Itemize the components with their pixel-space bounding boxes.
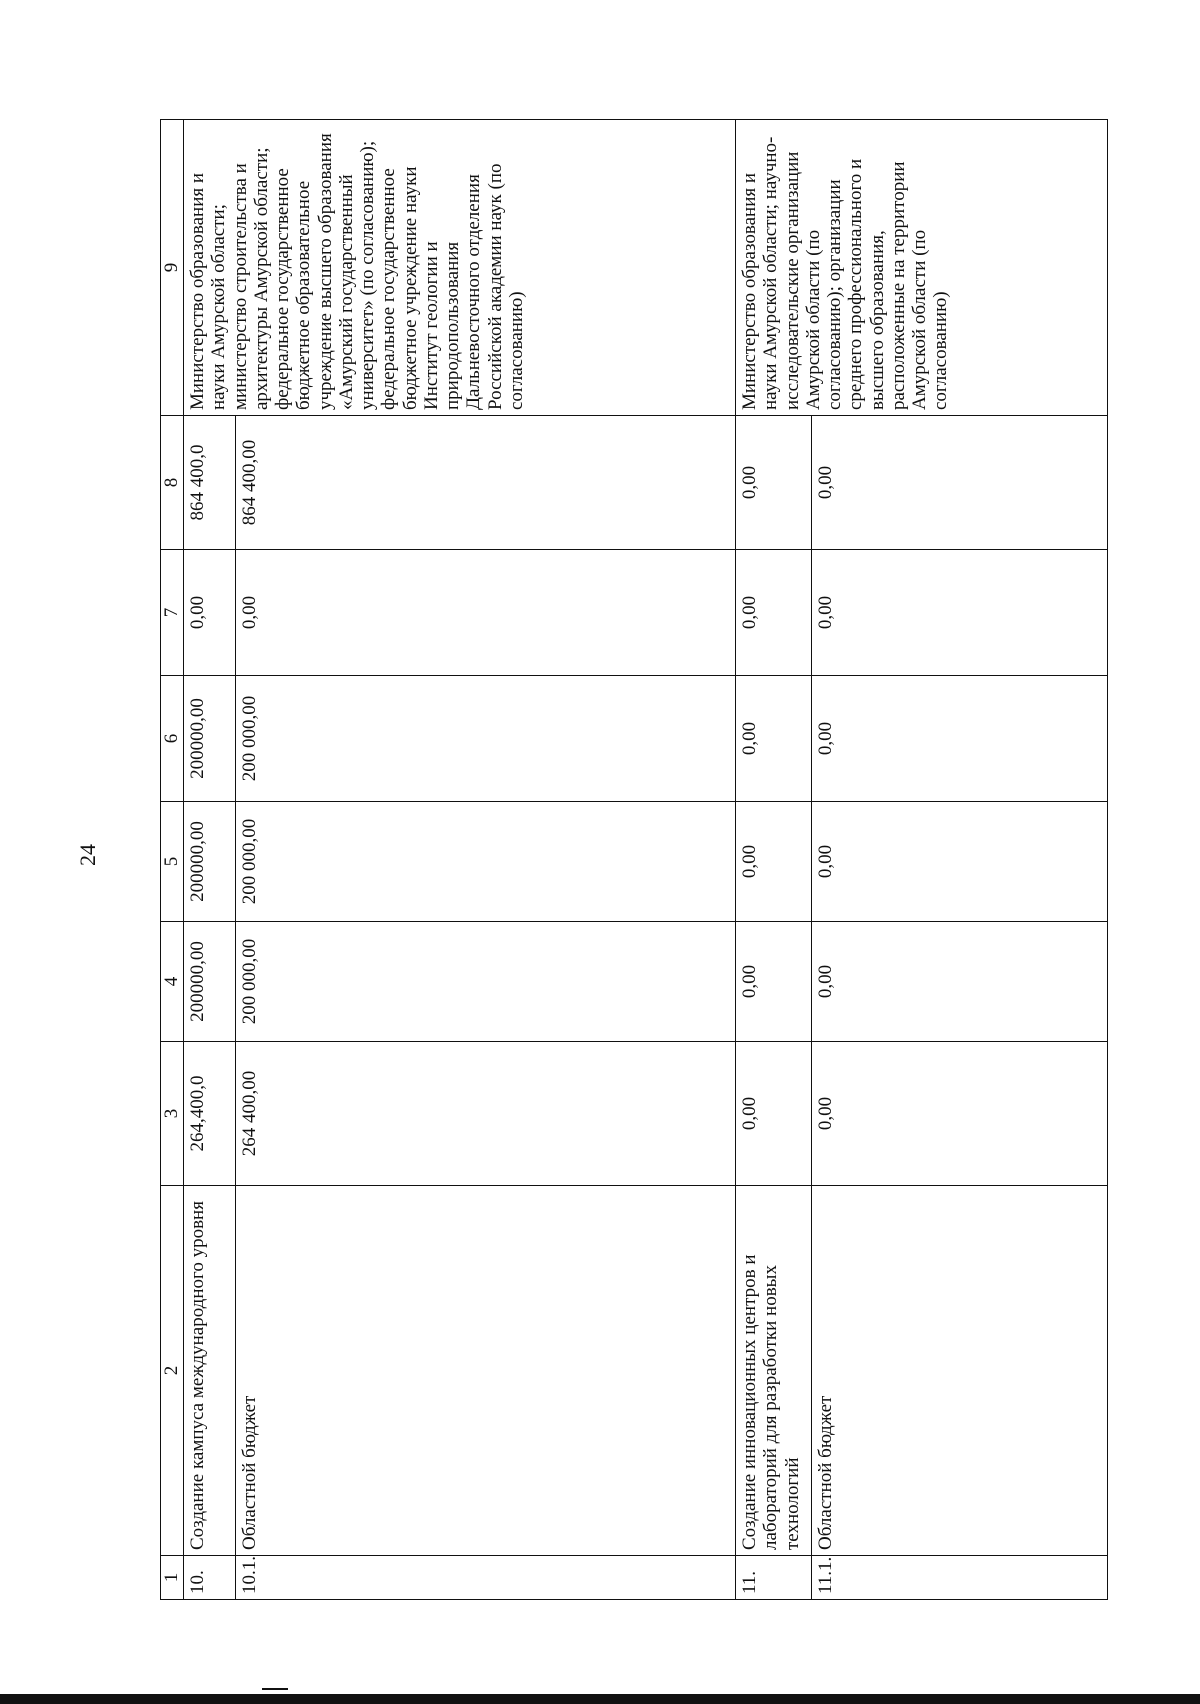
table-row [184,120,236,1600]
value-cell: 0,00 [736,1042,812,1186]
row-number: 10. [184,1556,236,1600]
responsible-executors: Министерство образования и науки Амурской области; научно-исследовательские организации Амурской области (по согласованию); организации среднего профессионального и высшего образования, расположенные на территории Амурской области (по согласованию) [736,120,1108,416]
table-row [736,120,812,1600]
value-cell: 264 400,00 [236,1042,736,1186]
responsible-executors: Министерство образования и науки Амурской области; министерство строительства и архитектуры Амурской области; федеральное государственное бюджетное образовательное учреждение высшего образования «Амурский государственный университет» (по согласованию); федеральное государственное бюджетное учреждение науки Институт геологии и природопользования Дальневосточного отделения Российской академии наук (по согласованию) [184,120,736,416]
header-cell: 9 [161,120,184,416]
budget-table [160,119,1108,1600]
row-number: 11.1. [812,1556,1108,1600]
value-cell: 200 000,00 [236,676,736,802]
scan-edge [0,1694,1200,1704]
value-cell: 0,00 [812,802,1108,922]
value-cell: 0,00 [812,676,1108,802]
value-cell: 264,400,0 [184,1042,236,1186]
scan-mark [262,1688,288,1690]
value-cell: 200 000,00 [236,802,736,922]
value-cell: 0,00 [812,416,1108,550]
row-title: Областной бюджет [236,1186,736,1556]
value-cell: 864 400,00 [236,416,736,550]
value-cell: 0,00 [736,416,812,550]
value-cell: 0,00 [812,550,1108,676]
value-cell: 0,00 [812,922,1108,1042]
value-cell: 864 400,0 [184,416,236,550]
header-cell: 2 [161,1186,184,1556]
header-cell: 4 [161,922,184,1042]
value-cell: 200000,00 [184,676,236,802]
value-cell: 0,00 [236,550,736,676]
row-title: Создание инновационных центров и лабораторий для разработки новых технологий [736,1186,812,1556]
header-cell: 8 [161,416,184,550]
header-cell: 3 [161,1042,184,1186]
value-cell: 0,00 [812,1042,1108,1186]
value-cell: 200000,00 [184,922,236,1042]
row-number: 11. [736,1556,812,1600]
value-cell: 0,00 [736,550,812,676]
value-cell: 0,00 [184,550,236,676]
header-cell: 7 [161,550,184,676]
value-cell: 0,00 [736,802,812,922]
row-title: Создание кампуса международного уровня [184,1186,236,1556]
table-header-row [161,120,184,1600]
value-cell: 0,00 [736,922,812,1042]
rotated-table-container [160,120,1108,1600]
page-number: 24 [75,844,100,866]
header-cell: 5 [161,802,184,922]
header-cell: 6 [161,676,184,802]
row-number: 10.1. [236,1556,736,1600]
header-cell: 1 [161,1556,184,1600]
value-cell: 200 000,00 [236,922,736,1042]
value-cell: 200000,00 [184,802,236,922]
value-cell: 0,00 [736,676,812,802]
row-title: Областной бюджет [812,1186,1108,1556]
